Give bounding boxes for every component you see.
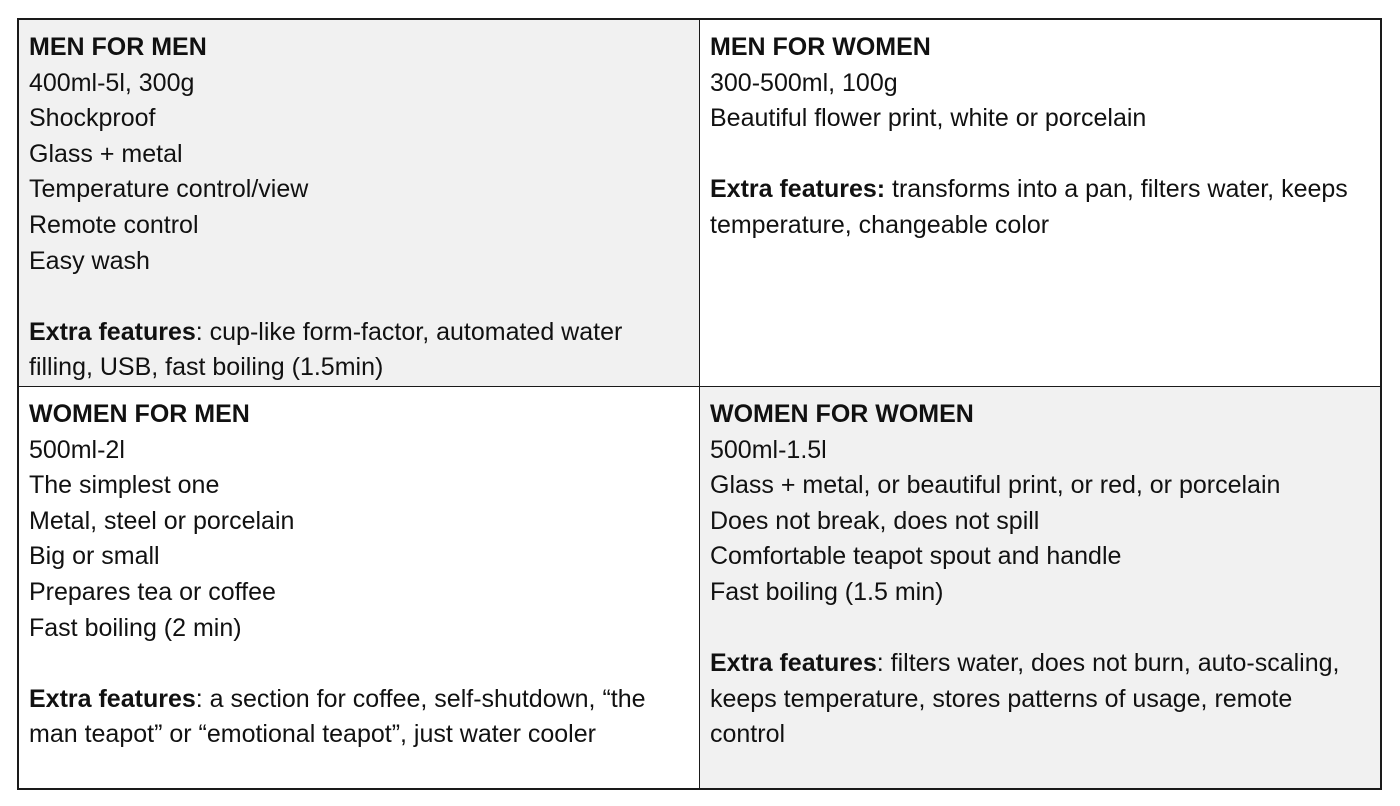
cell-line: Fast boiling (1.5 min) [710, 577, 944, 606]
extra-features-text: : a section for coffee, self-shutdown, “the man teapot” or “emotional teapot”, just water cooler [29, 684, 646, 749]
cell-women-for-men [19, 387, 700, 788]
cell-men-for-women [700, 20, 1380, 387]
spacer [710, 611, 1370, 647]
cell-line: Remote control [29, 210, 199, 239]
extra-features-label: Extra features: [710, 175, 886, 204]
cell-line: 500ml-2l [29, 435, 125, 464]
extra-features-label: Extra features [29, 317, 196, 346]
cell-title: WOMEN FOR WOMEN [710, 400, 974, 428]
extra-features-label: Extra features [29, 684, 196, 713]
cell-line: 300-500ml, 100g [710, 68, 898, 97]
spacer [29, 646, 689, 682]
cell-line: Shockproof [29, 104, 156, 133]
extra-features-text: : cup-like form-factor, automated water filling, USB, fast boiling (1.5min) [29, 317, 623, 382]
extra-features-label: Extra features [710, 649, 877, 678]
cell-men-for-men [19, 20, 700, 387]
extra-features [29, 682, 689, 753]
extra-features-text: : filters water, does not burn, auto-scaling, keeps temperature, stores patterns of usage, remote control [710, 649, 1340, 749]
cell-line: 400ml-5l, 300g [29, 68, 195, 97]
cell-title: WOMEN FOR MEN [29, 400, 250, 428]
cell-line: Metal, steel or porcelain [29, 506, 295, 535]
comparison-table [17, 18, 1382, 790]
cell-line: Comfortable teapot spout and handle [710, 542, 1122, 571]
extra-features [710, 172, 1370, 243]
cell-line: Temperature control/view [29, 175, 309, 204]
cell-women-for-women [700, 387, 1380, 788]
cell-line: Easy wash [29, 246, 150, 275]
cell-line: Prepares tea or coffee [29, 577, 276, 606]
cell-title: MEN FOR MEN [29, 33, 207, 61]
cell-line: Fast boiling (2 min) [29, 613, 242, 642]
spacer [710, 137, 1370, 173]
cell-title: MEN FOR WOMEN [710, 33, 931, 61]
extra-features-text: transforms into a pan, filters water, keeps temperature, changeable color [710, 175, 1348, 239]
cell-line: Glass + metal [29, 139, 183, 168]
cell-line: 500ml-1.5l [710, 435, 827, 464]
cell-line: Glass + metal, or beautiful print, or red, or porcelain [710, 471, 1281, 500]
extra-features [710, 646, 1370, 753]
cell-line: Does not break, does not spill [710, 506, 1040, 535]
spacer [29, 279, 689, 315]
cell-line: Big or small [29, 542, 160, 571]
cell-line: The simplest one [29, 471, 220, 500]
cell-line: Beautiful flower print, white or porcelain [710, 104, 1147, 133]
extra-features [29, 315, 689, 386]
